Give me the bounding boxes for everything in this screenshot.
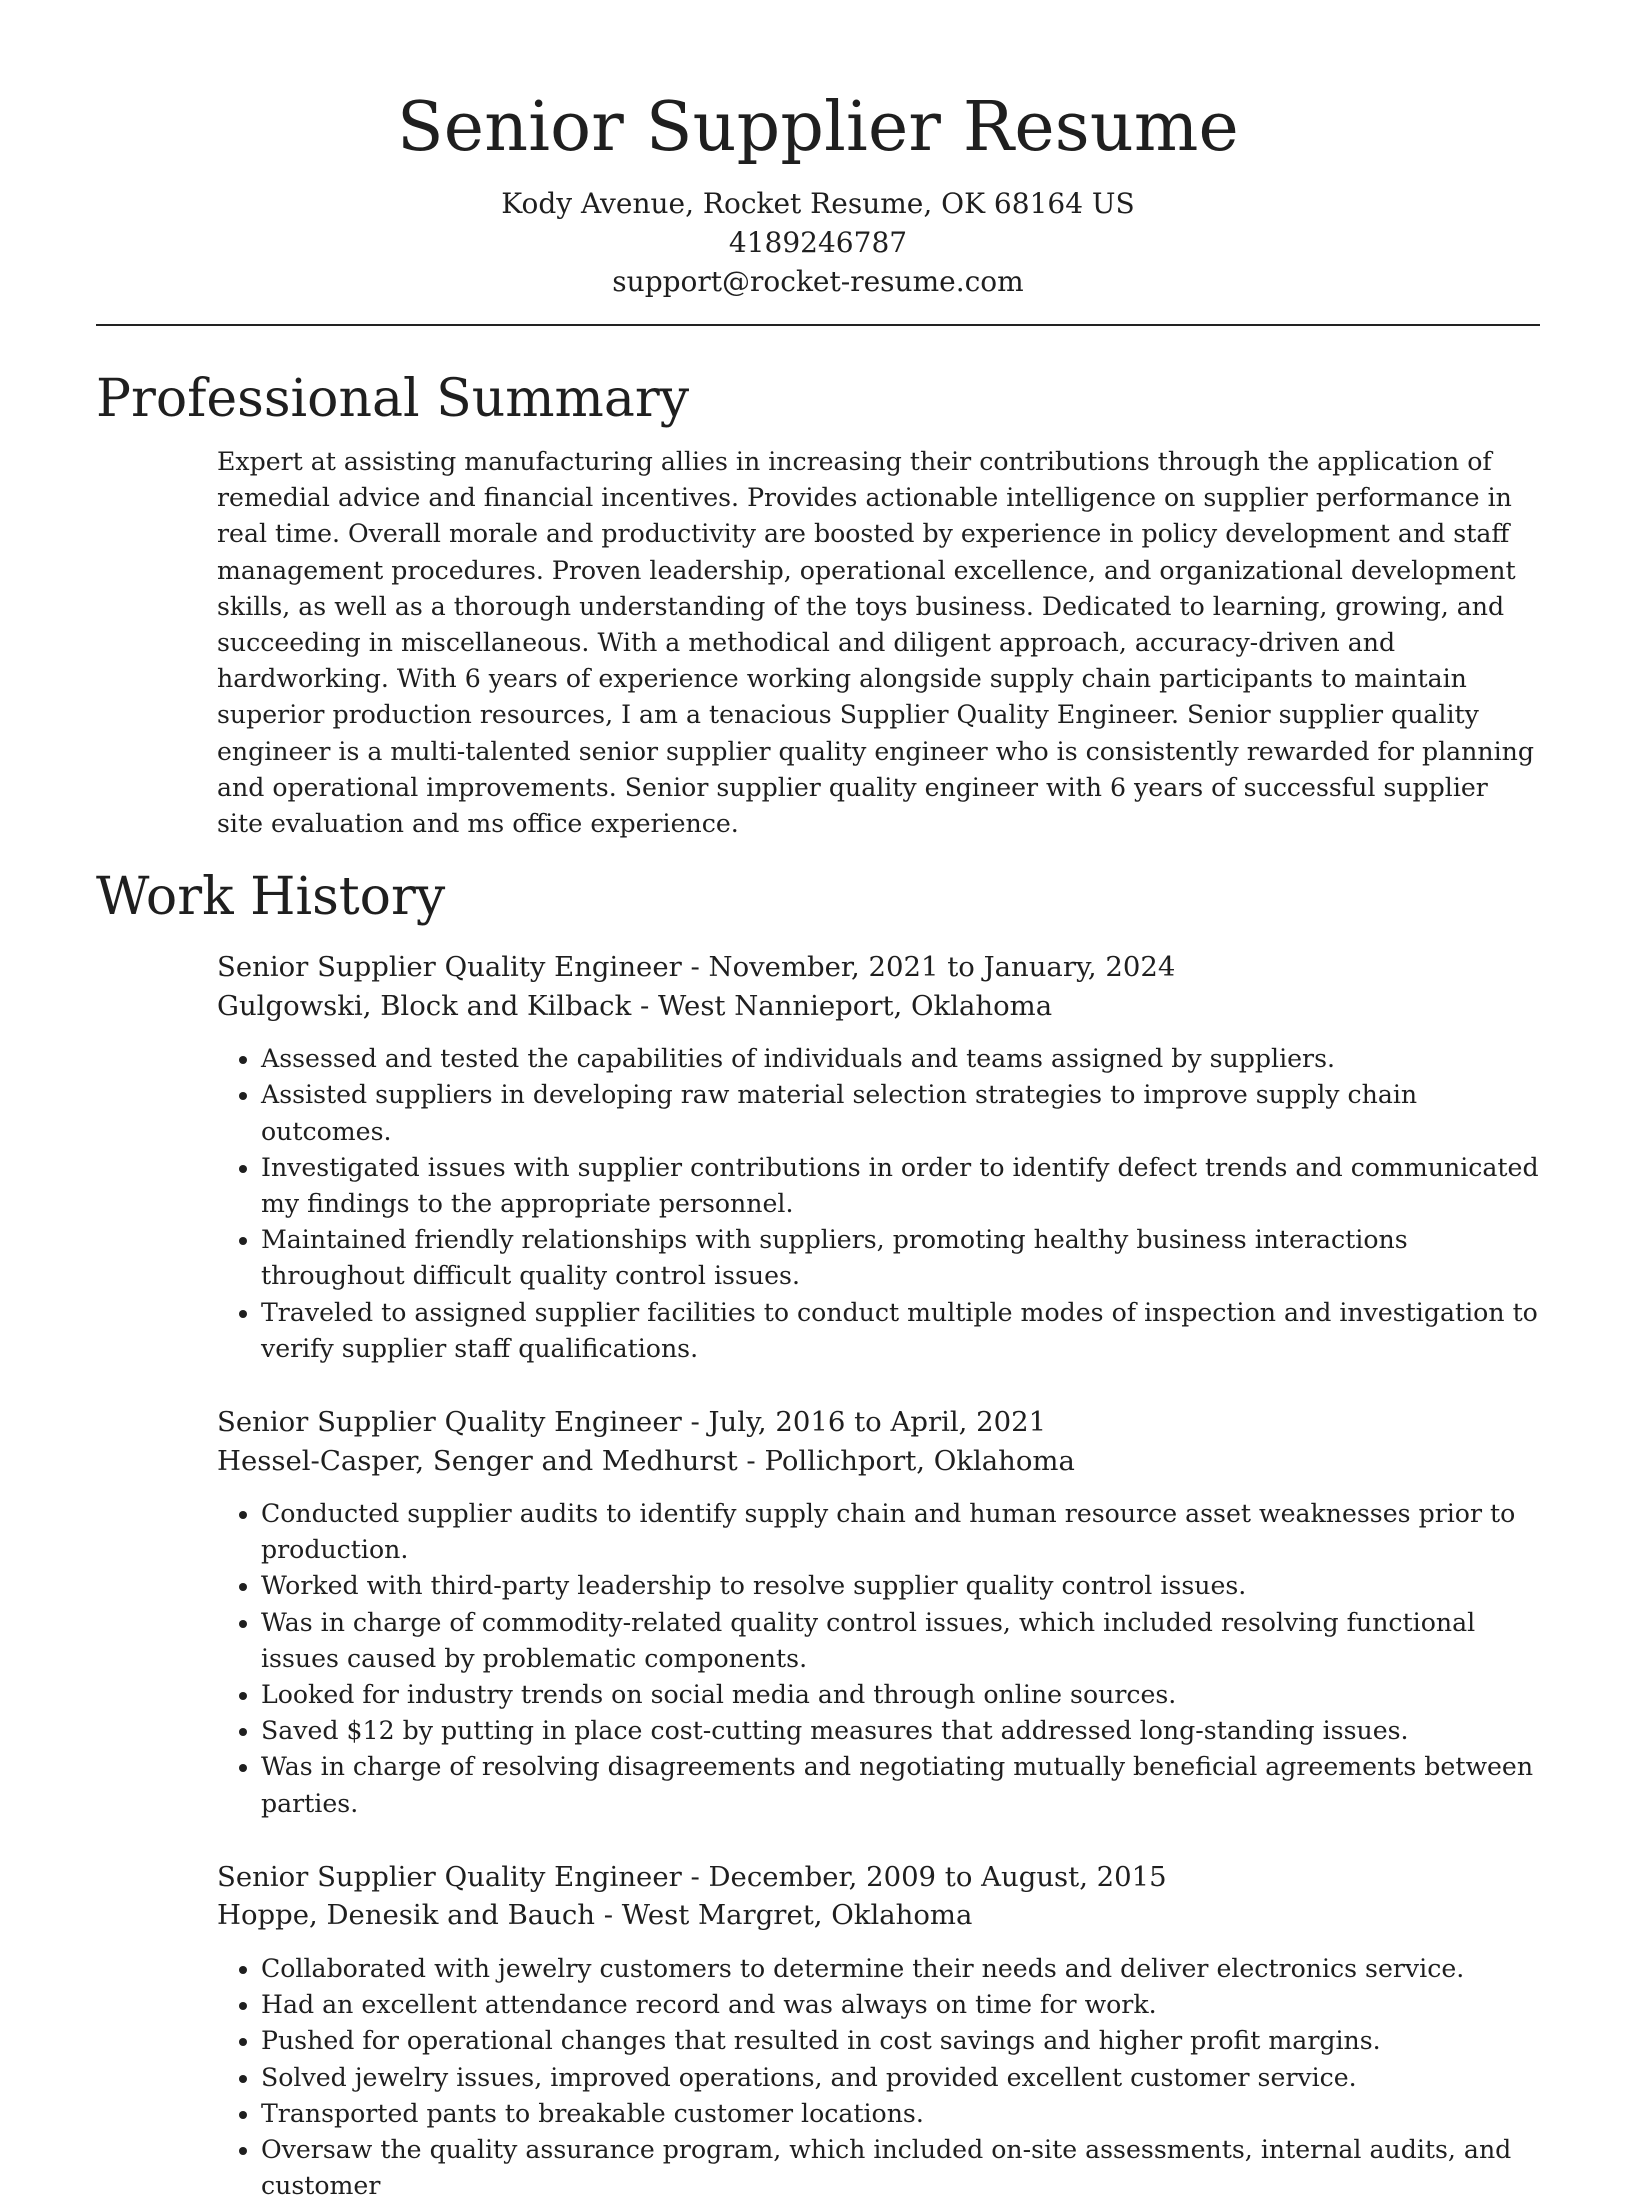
job-role: Senior Supplier Quality Engineer [217, 951, 682, 984]
job-bullet: • Transported pants to breakable customer locations. [261, 2096, 1540, 2132]
job-bullet: • Maintained friendly relationships with suppliers, promoting healthy business interactions throughout difficult quality control issues. [261, 1222, 1540, 1294]
job-bullet: • Saved $12 by putting in place cost-cutting measures that addressed long-standing issues. [261, 1713, 1540, 1749]
job-location: - Pollichport, Oklahoma [737, 1444, 1075, 1477]
resume-header [96, 0, 1540, 301]
resume-title: Senior Supplier Resume [397, 88, 1239, 167]
job-bullet: • Conducted supplier audits to identify supply chain and human resource asset weaknesses prior to production. [261, 1496, 1540, 1568]
summary-text: Expert at assisting manufacturing allies in increasing their contributions through the application of remedial advice and financial incentives. Provides actionable intelligence on supplier performance in real time. Overall morale and productivity are boosted by experience in policy development and staff management procedures. Proven leadership, operational excellence, and organizational development skills, as well as a thorough understanding of the toys business. Dedicated to learning, growing, and succeeding in miscellaneous. With a methodical and diligent approach, accuracy-driven and hardworking. With 6 years of experience working alongside supply chain participants to maintain superior production resources, I am a tenacious Supplier Quality Engineer. Senior supplier quality engineer is a multi-talented senior supplier quality engineer who is consistently rewarded for planning and operational improvements. Senior supplier quality engineer with 6 years of successful supplier site evaluation and ms office experience. [217, 447, 1535, 839]
job-title-line [217, 1403, 1540, 1442]
job-bullet: • Oversaw the quality assurance program, which included on-site assessments, internal audits, and customer [261, 2132, 1540, 2204]
job-dates: - November, 2021 to January, 2024 [681, 951, 1176, 984]
job-location: - West Nannieport, Oklahoma [631, 989, 1053, 1022]
job-bullet: • Assisted suppliers in developing raw material selection strategies to improve supply chain outcomes. [261, 1077, 1540, 1149]
job-company-line [217, 1442, 1540, 1481]
job-bullet: • Pushed for operational changes that resulted in cost savings and higher profit margins. [261, 2023, 1540, 2059]
job-bullets [217, 1951, 1540, 2204]
job-dates: - December, 2009 to August, 2015 [681, 1860, 1167, 1893]
job-company: Hessel-Casper, Senger and Medhurst [217, 1444, 738, 1477]
contact-email: support@rocket-resume.com [612, 265, 1024, 298]
job-title-line [217, 948, 1540, 987]
job-entry [217, 1858, 1540, 2204]
job-company: Gulgowski, Block and Kilback [217, 989, 632, 1022]
job-bullet: • Worked with third-party leadership to resolve supplier quality control issues. [261, 1568, 1540, 1604]
resume-page [96, 0, 1540, 2204]
job-bullet: • Was in charge of resolving disagreements and negotiating mutually beneficial agreements between parties. [261, 1749, 1540, 1821]
work-history-section [217, 948, 1540, 2204]
job-bullet: • Traveled to assigned supplier facilities to conduct multiple modes of inspection and investigation to verify supplier staff qualifications. [261, 1295, 1540, 1367]
job-company-line [217, 987, 1540, 1026]
job-bullets [217, 1496, 1540, 1822]
header-divider [96, 324, 1540, 326]
job-bullet: • Investigated issues with supplier contributions in order to identify defect trends and communicated my findings to the appropriate personnel. [261, 1150, 1540, 1222]
job-location: - West Margret, Oklahoma [595, 1899, 973, 1932]
job-bullet: • Was in charge of commodity-related quality control issues, which included resolving functional issues caused by problematic components. [261, 1605, 1540, 1677]
job-company: Hoppe, Denesik and Bauch [217, 1899, 596, 1932]
job-role: Senior Supplier Quality Engineer [217, 1860, 682, 1893]
summary-section [217, 444, 1540, 842]
job-bullet: • Had an excellent attendance record and was always on time for work. [261, 1987, 1540, 2023]
job-bullet: • Looked for industry trends on social media and through online sources. [261, 1677, 1540, 1713]
summary-heading: Professional Summary [96, 369, 690, 429]
job-title-line [217, 1858, 1540, 1897]
job-role: Senior Supplier Quality Engineer [217, 1406, 682, 1439]
contact-address: Kody Avenue, Rocket Resume, OK 68164 US [501, 187, 1135, 220]
job-bullet: • Collaborated with jewelry customers to determine their needs and deliver electronics service. [261, 1951, 1540, 1987]
contact-info [96, 184, 1540, 301]
contact-phone: 4189246787 [728, 226, 908, 259]
job-bullet: • Assessed and tested the capabilities of individuals and teams assigned by suppliers. [261, 1041, 1540, 1077]
job-bullet: • Solved jewelry issues, improved operations, and provided excellent customer service. [261, 2060, 1540, 2096]
work-history-heading: Work History [96, 867, 446, 928]
job-dates: - July, 2016 to April, 2021 [681, 1406, 1047, 1439]
job-entry [217, 1403, 1540, 1822]
job-entry [217, 948, 1540, 1367]
job-bullets [217, 1041, 1540, 1367]
job-company-line [217, 1896, 1540, 1935]
